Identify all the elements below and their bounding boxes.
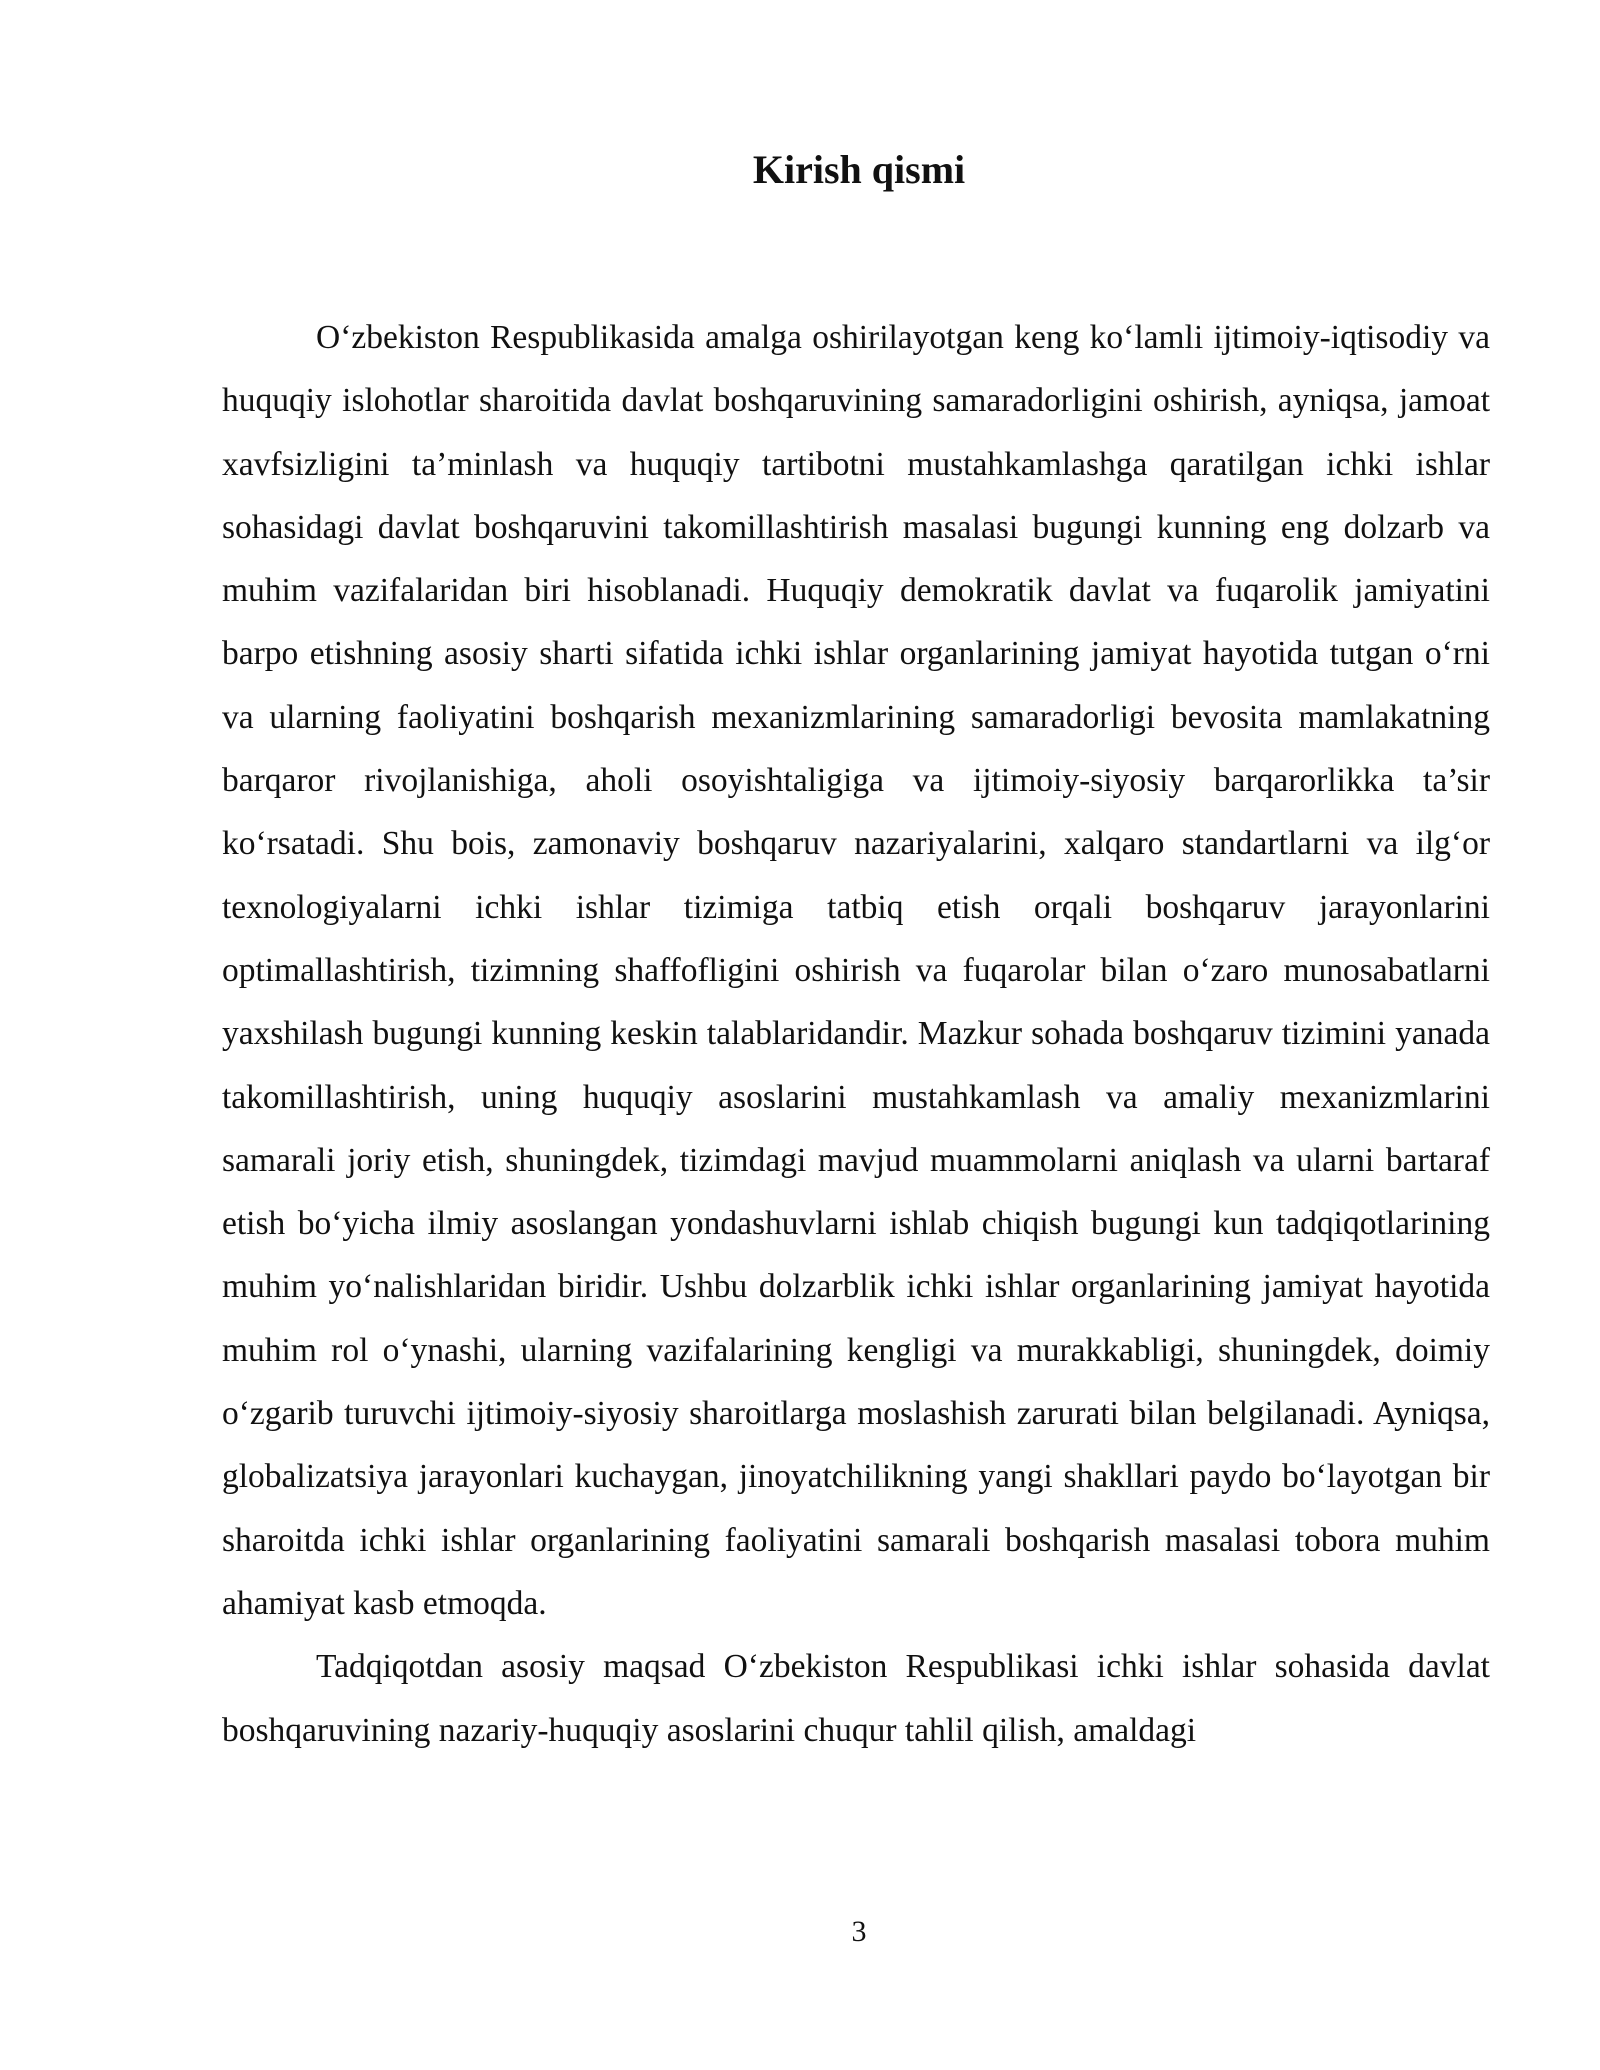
body-text — [222, 306, 1490, 1762]
page-number: 3 — [851, 1915, 867, 1948]
paragraph-introduction: O‘zbekiston Respublikasida amalga oshirilayotgan keng ko‘lamli ijtimoiy-iqtisodiy va huquqiy islohotlar sharoitida davlat boshqaruvining samaradorligini oshirish, ayniqsa, jamoat xavfsizligini ta’minlash va huquqiy tartibotni mustahkamlashga qaratilgan ichki ishlar sohasidagi davlat boshqaruvini takomillashtirish masalasi bugungi kunning eng dolzarb va muhim vazifalaridan biri hisoblanadi. Huquqiy demokratik davlat va fuqarolik jamiyatini barpo etishning asosiy sharti sifatida ichki ishlar organlarining jamiyat hayotida tutgan o‘rni va ularning faoliyatini boshqarish mexanizmlarining samaradorligi bevosita mamlakatning barqaror rivojlanishiga, aholi osoyishtaligiga va ijtimoiy-siyosiy barqarorlikka ta’sir ko‘rsatadi. Shu bois, zamonaviy boshqaruv nazariyalarini, xalqaro standartlarni va ilg‘or texnologiyalarni ichki ishlar tizimiga tatbiq etish orqali boshqaruv jarayonlarini optimallashtirish, tizimning shaffofligini oshirish va fuqarolar bilan o‘zaro munosabatlarni yaxshilash bugungi kunning keskin talablaridandir. Mazkur sohada boshqaruv tizimini yanada takomillashtirish, uning huquqiy asoslarini mustahkamlash va amaliy mexanizmlarini samarali joriy etish, shuningdek, tizimdagi mavjud muammolarni aniqlash va ularni bartaraf etish bo‘yicha ilmiy asoslangan yondashuvlarni ishlab chiqish bugungi kun tadqiqotlarining muhim yo‘nalishlaridan biridir. Ushbu dolzarblik ichki ishlar organlarining jamiyat hayotida muhim rol o‘ynashi, ularning vazifalarining kengligi va murakkabligi, shuningdek, doimiy o‘zgarib turuvchi ijtimoiy-siyosiy sharoitlarga moslashish zarurati bilan belgilanadi. Ayniqsa, globalizatsiya jarayonlari kuchaygan, jinoyatchilikning yangi shakllari paydo bo‘layotgan bir sharoitda ichki ishlar organlarining faoliyatini samarali boshqarish masalasi tobora muhim ahamiyat kasb etmoqda. — [222, 319, 1490, 1622]
page-title: Kirish qismi — [752, 147, 966, 192]
paragraph-research-goal: Tadqiqotdan asosiy maqsad O‘zbekiston Respublikasi ichki ishlar sohasida davlat boshqaruvining nazariy-huquqiy asoslarini chuqur tahlil qilish, amaldagi — [222, 1648, 1490, 1749]
